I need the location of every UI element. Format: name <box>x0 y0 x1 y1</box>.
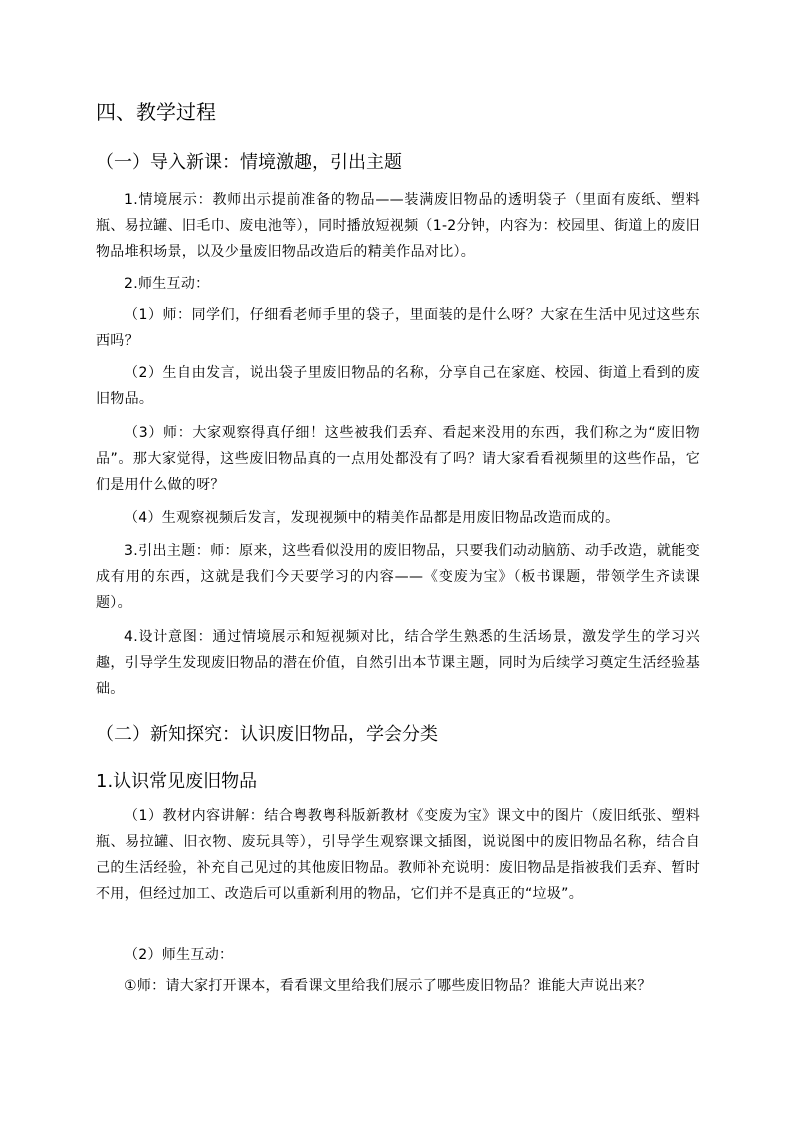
paragraph: （1）教材内容讲解：结合粤教粤科版新教材《变废为宝》课文中的图片（废旧纸张、塑料瓶、易拉罐、旧衣物、废玩具等），引导学生观察课文插图，说说图中的废旧物品名称，结合自己的生活经验，补充自己见过的其他废旧物品。教师补充说明：废旧物品是指被我们丢弃、暂时不用，但经过加工、改造后可以重新利用的物品，它们并不是真正的“垃圾”。 <box>96 808 700 902</box>
paragraph: ①师：请大家打开课本，看看课文里给我们展示了哪些废旧物品？谁能大声说出来？ <box>124 978 652 994</box>
paragraph: （2）师生互动： <box>124 947 234 963</box>
paragraph: （2）生自由发言，说出袋子里废旧物品的名称，分享自己在家庭、校园、街道上看到的废旧物品。 <box>96 365 700 407</box>
paragraph: 3.引出主题：师：原来，这些看似没用的废旧物品，只要我们动动脑筋、动手改造，就能变成有用的东西，这就是我们今天要学习的内容——《变废为宝》（板书课题，带领学生齐读课题）。 <box>96 543 700 611</box>
paragraph: 1.情境展示：教师出示提前准备的物品——装满废旧物品的透明袋子（里面有废纸、塑料瓶、易拉罐、旧毛巾、废电池等），同时播放短视频（1-2分钟，内容为：校园里、街道上的废旧物品堆积场景，以及少量废旧物品改造后的精美作品对比）。 <box>96 192 700 260</box>
section-2-title: （二）新知探究：认识废旧物品，学会分类 <box>96 724 438 745</box>
heading-teaching-process: 四、教学过程 <box>96 100 216 124</box>
paragraph: （1）师：同学们，仔细看老师手里的袋子，里面装的是什么呀？大家在生活中见过这些东西吗？ <box>96 307 700 349</box>
paragraph: 4.设计意图：通过情境展示和短视频对比，结合学生熟悉的生活场景，激发学生的学习兴趣，引导学生发现废旧物品的潜在价值，自然引出本节课主题，同时为后续学习奠定生活经验基础。 <box>96 629 700 697</box>
subsection-title: 1.认识常见废旧物品 <box>96 771 258 792</box>
paragraph: 2.师生互动： <box>124 276 210 292</box>
paragraph: （4）生观察视频后发言，发现视频中的精美作品都是用废旧物品改造而成的。 <box>124 510 620 526</box>
paragraph: （3）师：大家观察得真仔细！这些被我们丢弃、看起来没用的东西，我们称之为“废旧物品”。那大家觉得，这些废旧物品真的一点用处都没有了吗？请大家看看视频里的这些作品，它们是用什么做的呀？ <box>96 425 700 493</box>
section-1-title: （一）导入新课：情境激趣，引出主题 <box>96 152 402 173</box>
